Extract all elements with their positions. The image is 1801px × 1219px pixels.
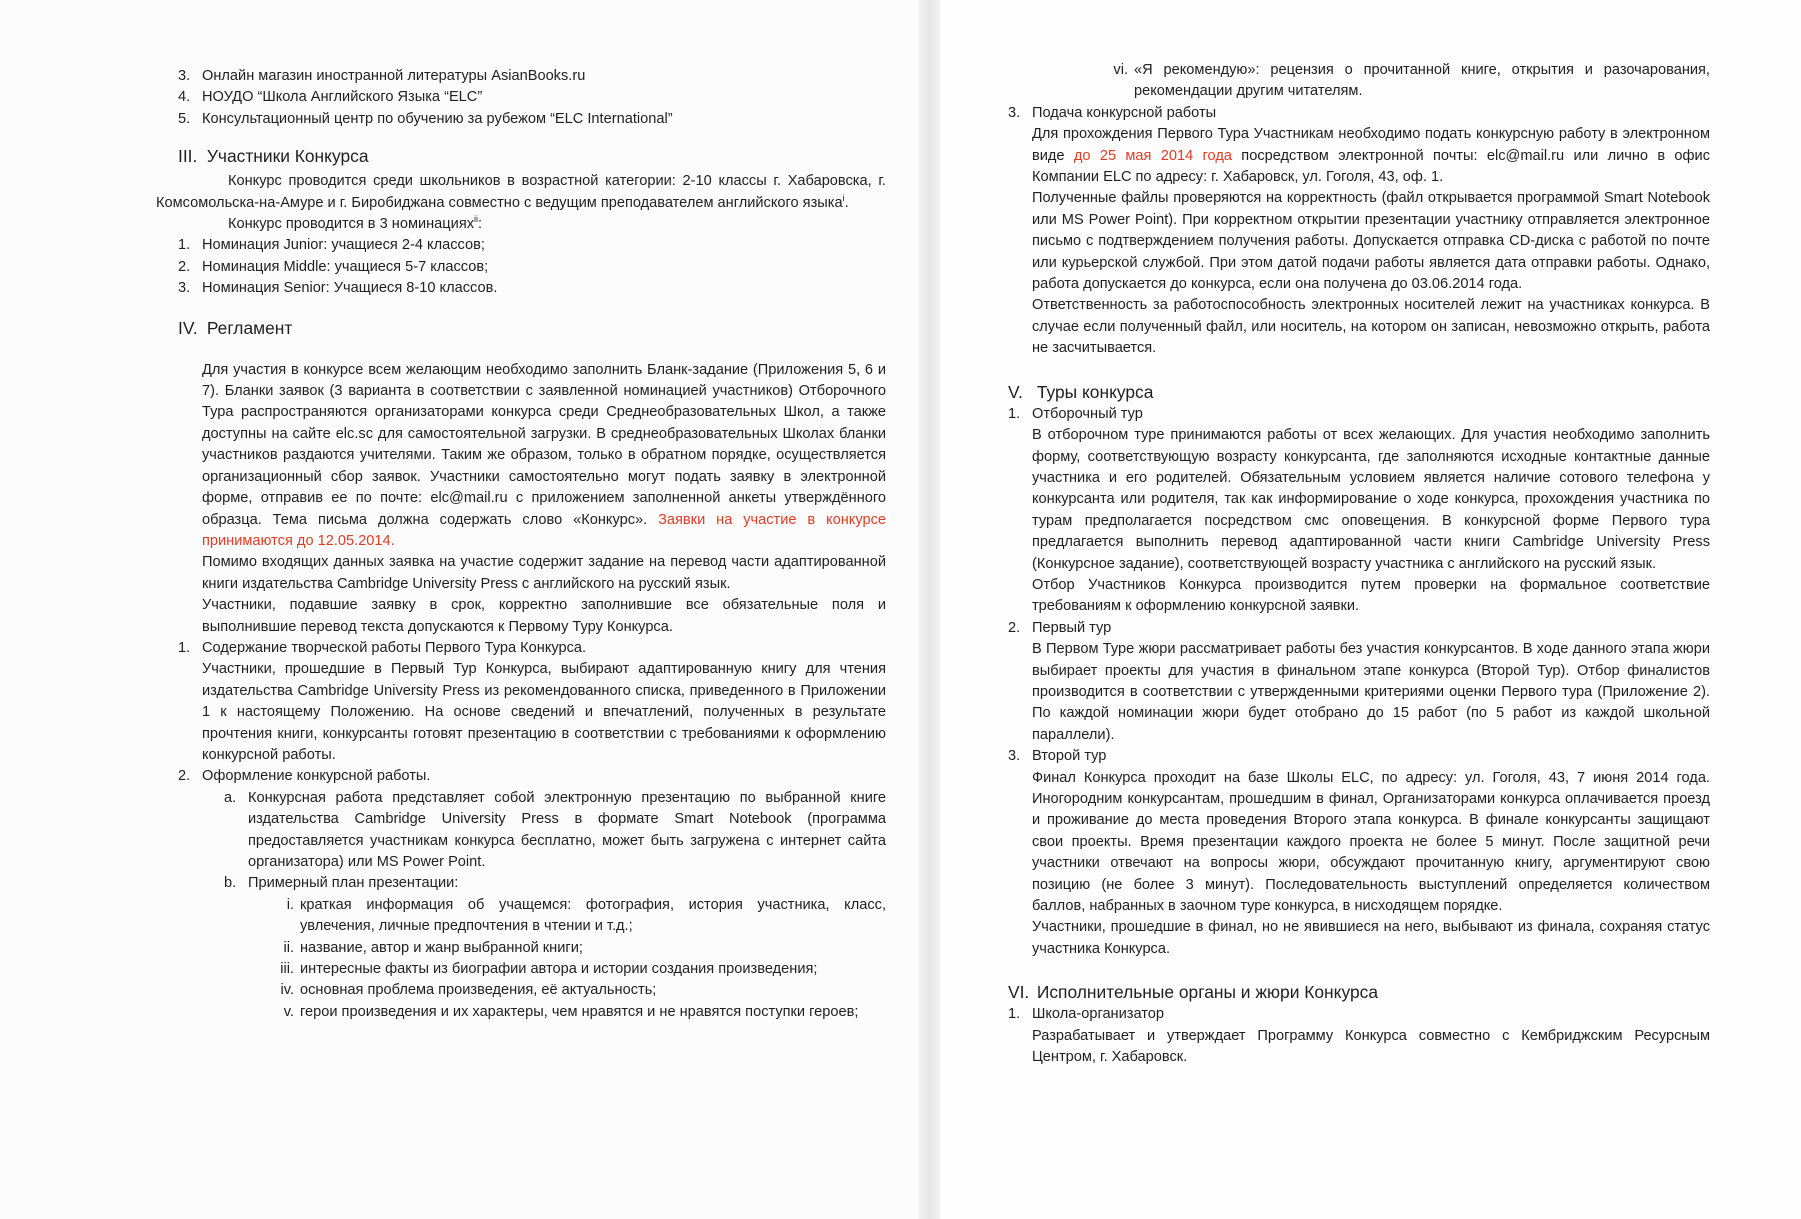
submission-paragraph: Для прохождения Первого Тура Участникам необходимо подать конкурсную работу в электронном виде до 25 мая 2014 года посредством электронной почты: elc@mail.ru или лично в офис Компании ELC по адресу: г. Хабаровск, ул. Гоголя, 43, оф. 1. <box>1032 126 1710 186</box>
item-title: Второй тур <box>1032 748 1107 765</box>
plan-item: ii. название, автор и жанр выбранной книги; <box>283 939 583 956</box>
plan-item: v. герои произведения и их характеры, чем нравятся и не нравятся поступки героев; <box>283 1003 859 1020</box>
list-item: 1. Номинация Junior: учащиеся 2-4 классов; <box>178 237 485 254</box>
section-heading-participants: III. Участники Конкурса <box>178 146 369 167</box>
list-item: 3. Номинация Senior: Учащиеся 8-10 классов. <box>178 280 498 297</box>
item-body: Разрабатывает и утверждает Программу Конкурса совместно с Кембриджским Ресурсным Центром, г. Хабаровск. <box>1032 1027 1710 1066</box>
list-item: 2. Первый тур В Первом Туре жюри рассматривает работы без участия конкурсантов. В ходе данного этапа жюри выбирает проекты для участия в финальном этапе конкурса (Второй Тур). Отбор финалистов производится в соответствии с утвержденными критериями оценки Первого тура (Приложение 2). По каждой номинации жюри будет отобрано до 15 работ (по 5 работ из каждой школьной параллели). <box>1008 618 1710 746</box>
regulations-paragraph: Участники, подавшие заявку в срок, корректно заполнившие все обязательные поля и выполнившие перевод текста допускаются к Первому Туру Конкурса. <box>202 597 886 635</box>
regulations-body <box>202 360 886 638</box>
plan-item: iii. интересные факты из биографии автора и истории создания произведения; <box>280 961 818 978</box>
page-gutter <box>918 0 940 1219</box>
item-body: Отбор Участников Конкурса производится путем проверки на формальное соответствие требованиям к оформлению конкурсной заявки. <box>1032 576 1710 615</box>
list-item: 3. Подача конкурсной работы Для прохождения Первого Тура Участникам необходимо подать конкурсную работу в электронном виде до 25 мая 2014 года посредством электронной почты: elc@mail.ru или лично в офис Компании ELC по адресу: г. Хабаровск, ул. Гоголя, 43, оф. 1. Полученные файлы проверяются на корректность (файл открывается программой Smart Notebook или MS Power Point). При корректном открытии презентации участнику отправляется электронное письмо с подтверждением получения работы. Допускается отправка CD-диска с работой по почте или курьерской службой. При этом датой подачи работы является дата отправки работы. Однако, работа допускается до конкурса, если она получена до 03.06.2014 года. Ответственность за работоспособность электронных носителей лежит на участниках конкурса. В случае если полученный файл, или носитель, на котором он записан, невозможно открыть, работа не засчитывается. <box>1008 103 1710 360</box>
right-column <box>1008 60 1710 1068</box>
section-heading-regulations: IV. Регламент <box>178 317 293 338</box>
plan-item: iv. основная проблема произведения, её актуальность; <box>280 982 657 999</box>
regulations-paragraph: Помимо входящих данных заявка на участие содержит задание на перевод части адаптированной книги издательства Cambridge University Press с английского на русский язык. <box>202 554 886 592</box>
plan-item: i. краткая информация об учащемся: фотография, история участника, класс, увлечения, личные предпочтения в чтении и т.д.; <box>286 896 886 935</box>
deadline-highlight: Заявки на участие в конкурсе принимаются до 12.05.2014. <box>202 511 886 549</box>
item-title: Содержание творческой работы Первого Тура Конкурса. <box>202 639 587 656</box>
list-item: 2. Номинация Middle: учащиеся 5-7 классов; <box>178 258 489 275</box>
submission-paragraph: Полученные файлы проверяются на корректность (файл открывается программой Smart Notebook или MS Power Point). При корректном открытии презентации участнику отправляется электронное письмо с подтверждением получения работы. Допускается отправка CD-диска с работой по почте или курьерской службой. При этом датой подачи работы является дата отправки работы. Однако, работа допускается до конкурса, если она получена до 03.06.2014 года. <box>1032 190 1710 293</box>
list-item: 1. Школа-организатор Разрабатывает и утверждает Программу Конкурса совместно с Кембриджским Ресурсным Центром, г. Хабаровск. <box>1008 1004 1710 1068</box>
item-title: Школа-организатор <box>1032 1006 1165 1023</box>
item-body: В отборочном туре принимаются работы от всех желающих. Для участия необходимо заполнить форму, соответствующую возрасту конкурсанта, где заполняются исходные контактные данные участника и его родителей. Обязательным условием является наличие сотового телефона у конкурсанта или родителя, так как информирование о ходе конкурса, прохождения участника по турам предполагается посредством смс оповещения. В конкурсной форме Первого тура предлагается выполнить перевод адаптированной части книги Cambridge University Press (Конкурсное задание), соответствующей возрасту участника с английского на русский язык. <box>1032 427 1710 572</box>
deadline-highlight: до 25 мая 2014 года <box>1073 147 1232 164</box>
plan-item: vi. «Я рекомендую»: рецензия о прочитанной книге, открытия и разочарования, рекомендации другим читателям. <box>1113 62 1710 100</box>
list-item: 4. НОУДО “Школа Английского Языка “ELC” <box>178 89 483 106</box>
participants-paragraph: Конкурс проводится среди школьников в возрастной категории: 2-10 классы г. Хабаровска, г. Комсомольска-на-Амуре и г. Биробиджана совместно с ведущим преподавателем английского языка$^i$. <box>156 173 886 211</box>
regulations-paragraph: Для участия в конкурсе всем желающим необходимо заполнить Бланк-задание (Приложения 5, 6 и 7). Бланки заявок (3 варианта в соответствии с заявленной номинацией участников) Отборочного Тура распространяются организаторами конкурса среди Среднеобразовательных Школ, а также доступны на сайте elc.sc для самостоятельной загрузки. В среднеобразовательных Школах бланки участников раздаются учителями. Таким же образом, только в обратном порядке, осуществляется организационный сбор заявок. Участники самостоятельно могут подать заявку в электронной форме, отправив ее по почте: elc@mail.ru с приложением заполненной анкеты утверждённого образца. Тема письма должна содержать слово «Конкурс». Заявки на участие в конкурсе принимаются до 12.05.2014. <box>202 361 886 549</box>
item-title: Подача конкурсной работы <box>1032 104 1217 121</box>
item-body: Финал Конкурса проходит на базе Школы ELC, по адресу: ул. Гоголя, 43, 7 июня 2014 года. Иногородним конкурсантам, прошедшим в финал, Организаторами конкурса оплачивается проезд и проживание до места проведения Второго этапа конкурса. В финале конкурсанты защищают свои проекты. Время презентации каждого проекта не более 5 минут. После защитной речи участники отвечают на вопросы жюри, обсуждают прочитанную книгу, аргументируют свою позицию (не более 3 минут). Последовательность выступлений определяется количеством баллов, набранных в заочном туре конкурса, в нисходящем порядке. <box>1032 769 1710 915</box>
section-heading-jury: VI. Исполнительные органы и жюри Конкурса <box>1008 982 1378 1003</box>
list-item: 1. Содержание творческой работы Первого Тура Конкурса. Участники, прошедшие в Первый Тур Конкурса, выбирают адаптированную книгу для чтения издательства Cambridge University Press из рекомендованного списка, приведенного в Приложении 1 к настоящему Положению. На основе сведений и впечатлений, полученных в результате прочтения книги, конкурсанты готовят презентацию в соответствии с требованиями к оформлению конкурсной работы. <box>178 638 886 766</box>
list-item: 2. Оформление конкурсной работы. a. Конкурсная работа представляет собой электронную презентацию по выбранной книге издательства Cambridge University Press в формате Smart Notebook (программа предоставляется участникам конкурса бесплатно, может быть загружена с интернет сайта организатора) или MS Power Point. b. Примерный план презентации: i. краткая информация об учащемся: фотография, история участника, класс, увлечения, личные предпочтения в чтении и т.д.; ii. название, автор и жанр выбранной книги; iii. интересные факты из биографии автора и истории создания произведения; iv. основная проблема произведения, её актуальность; v. герои произведения и их характеры, чем нравятся и не нравятся поступки героев; <box>178 766 886 1023</box>
sub-item: a. Конкурсная работа представляет собой электронную презентацию по выбранной книге издательства Cambridge University Press в формате Smart Notebook (программа предоставляется участникам конкурса бесплатно, может быть загружена с интернет сайта организатора) или MS Power Point. <box>224 789 886 870</box>
item-title: Отборочный тур <box>1032 405 1143 422</box>
section-heading-tours: V. Туры конкурса <box>1008 381 1154 402</box>
nominations-intro: Конкурс проводится в 3 номинациях$^{ii}$: <box>228 214 483 233</box>
nomination-list <box>178 235 886 299</box>
sponsor-list <box>178 66 886 130</box>
item-body: Участники, прошедшие в финал, но не явившиеся на него, выбывают из финала, сохраняя статус участника Конкурса. <box>1032 919 1710 957</box>
tours-list <box>1008 404 1710 961</box>
item-title: Оформление конкурсной работы. <box>202 768 431 785</box>
item-body: Участники, прошедшие в Первый Тур Конкурса, выбирают адаптированную книгу для чтения издательства Cambridge University Press из рекомендованного списка, приведенного в Приложении 1 к настоящему Положению. На основе сведений и впечатлений, полученных в результате прочтения книги, конкурсанты готовят презентацию в соответствии с требованиями к оформлению конкурсной работы. <box>202 661 886 763</box>
list-item: 3. Второй тур Финал Конкурса проходит на базе Школы ELC, по адресу: ул. Гоголя, 43, 7 июня 2014 года. Иногородним конкурсантам, прошедшим в финал, Организаторами конкурса оплачивается проезд и проживание до места проведения Второго этапа конкурса. В финале конкурсанты защищают свои проекты. Время презентации каждого проекта не более 5 минут. После защитной речи участники отвечают на вопросы жюри, обсуждают прочитанную книгу, аргументируют свою позицию (не более 3 минут). Последовательность выступлений определяется количеством баллов, набранных в заочном туре конкурса, в нисходящем порядке. Участники, прошедшие в финал, но не явившиеся на него, выбывают из финала, сохраняя статус участника Конкурса. <box>1008 746 1710 960</box>
submission-paragraph: Ответственность за работоспособность электронных носителей лежит на участниках конкурса. В случае если полученный файл, или носитель, на котором он записан, невозможно открыть, работа не засчитывается. <box>1032 297 1710 357</box>
item-body: В Первом Туре жюри рассматривает работы без участия конкурсантов. В ходе данного этапа жюри выбирает проекты для участия в финальном этапе конкурса (Второй Тур). Отбор финалистов производится в соответствии с утвержденными критериями оценки Первого тура (Приложение 2). По каждой номинации жюри будет отобрано до 15 работ (по 5 работ из каждой школьной параллели). <box>1032 641 1710 743</box>
plan-list <box>268 895 886 1023</box>
left-column <box>156 66 886 1023</box>
list-item: 1. Отборочный тур В отборочном туре принимаются работы от всех желающих. Для участия необходимо заполнить форму, соответствующую возрасту конкурсанта, где заполняются исходные контактные данные участника и его родителей. Обязательным условием является наличие сотового телефона у конкурсанта или родителя, так как информирование о ходе конкурса, прохождения участника по турам предполагается посредством смс оповещения. В конкурсной форме Первого тура предлагается выполнить перевод адаптированной части книги Cambridge University Press (Конкурсное задание), соответствующей возрасту участника с английского на русский язык. Отбор Участников Конкурса производится путем проверки на формальное соответствие требованиям к оформлению конкурсной заявки. <box>1008 404 1710 618</box>
sub-item: b. Примерный план презентации: i. краткая информация об учащемся: фотография, история участника, класс, увлечения, личные предпочтения в чтении и т.д.; ii. название, автор и жанр выбранной книги; iii. интересные факты из биографии автора и истории создания произведения; iv. основная проблема произведения, её актуальность; v. герои произведения и их характеры, чем нравятся и не нравятся поступки героев; <box>224 873 886 1023</box>
item-title: Первый тур <box>1032 619 1112 636</box>
right-page <box>940 0 1801 1219</box>
list-item: 3. Онлайн магазин иностранной литературы AsianBooks.ru <box>178 68 586 84</box>
list-item: 5. Консультационный центр по обучению за рубежом “ELC International” <box>178 110 673 127</box>
